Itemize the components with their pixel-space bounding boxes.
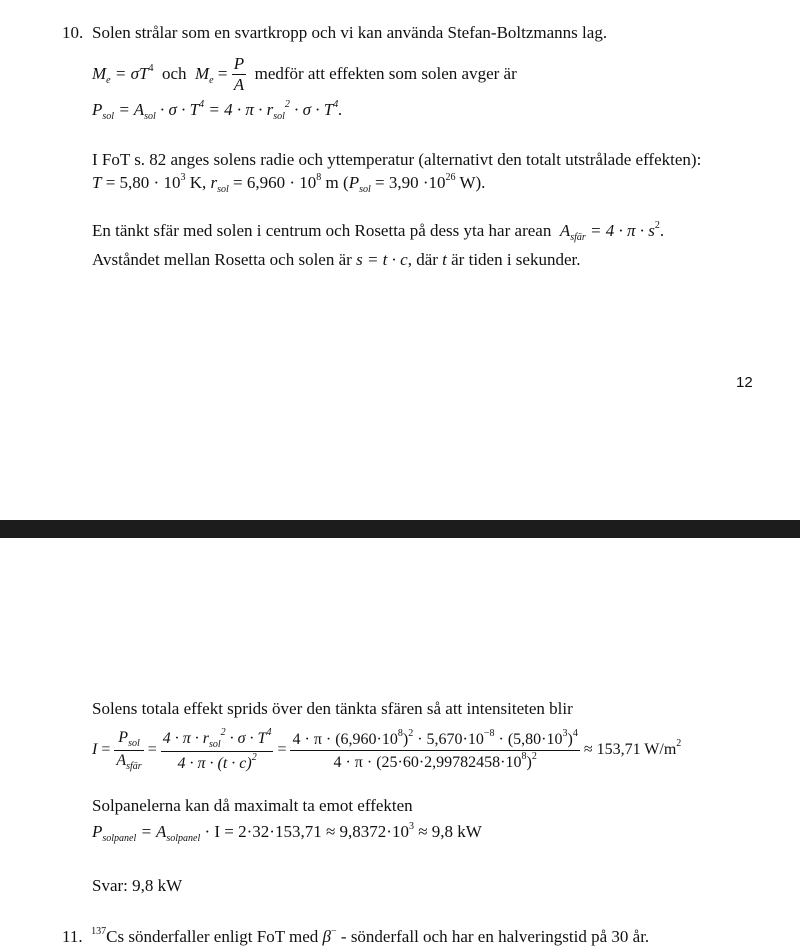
problem-intro: Solen strålar som en svartkropp och vi kan använda Stefan-Boltzmanns lag. (92, 23, 608, 42)
solar-panel-intro: Solpanelerna kan då maximalt ta emot effekten (92, 796, 413, 815)
next-problem-cutoff: 11. $^{137}$Cs sönderfaller enligt FoT med β− - sönderfall och har en halveringstid på 30 år. (62, 926, 650, 946)
psol-over-asfar: $\frac{P_{sol}}{A_{sfär}}$ (116, 728, 142, 772)
power-equation: $P_{sol} = A_{sol} \cdot \sigma \cdot T^4 = 4 \cdot \pi \cdot r_{sol}^2 \cdot \sigma \cdot T^4$. (92, 99, 343, 122)
page-separator-bar (0, 520, 800, 538)
intensity-intro: Solens totala effekt sprids över den tänkta sfären så att intensiteten blir (92, 699, 573, 718)
fot-reference-line: I FoT s. 82 anges solens radie och yttemperatur (alternativt den totalt utstrålade effekten): (92, 150, 702, 169)
solar-panel-equation: $P_{solpanel} = A_{solpanel} \cdot I = 2\cdot 32\cdot 153,71 \approx 9,8372\cdot 10^3 \approx 9,8$ kW (92, 821, 482, 844)
sun-values-line: $T = 5,80 \cdot 10^3$ K, $r_{sol} = 6,960 \cdot 10^8$ m ($P_{sol} = 3,90 \cdot 10^{26}$ W). (92, 172, 486, 195)
intensity-equation: I = $\frac{P_{sol}}{A_{sfär}}$ = $\frac{4 \cdot \pi \cdot r_{sol}^2 \cdot \sigma \cdot T^4}{4 \cdot \pi \cdot (t \cdot c)^2}$ = $\frac{4 \cdot \pi \cdot (6,960\cdot 10^8)^2 \cdot 5,670\cdot 10^{-8} \cdot (5,80\cdot 10^3)^4}{4 \cdot \pi \cdot (25\cdot 60\cdot 2,99782458\cdot 10^8)^2}$ ≈ 153,71 $W/m^2$ (92, 727, 682, 772)
answer: Svar: 9,8 kW (92, 876, 183, 895)
p-over-a-fraction: $\frac{P}{A}$ (233, 54, 245, 95)
distance-line: Avståndet mellan Rosetta och solen är s = t · c, där t är tiden i sekunder. (92, 250, 581, 269)
sphere-area-line: En tänkt sfär med solen i centrum och Rosetta på dess yta har arean $A_{sfär} = 4 \cdot \pi \cdot s^2$. (92, 220, 665, 243)
stefan-boltzmann-equation: $M_e = \sigma T^4$ och $M_e$ = $\frac{P}{A}$ medför att effekten som solen avger är (92, 54, 517, 95)
problem-number: 10. (62, 23, 84, 42)
numeric-fraction: $\frac{4 \cdot \pi \cdot (6,960\cdot 10^8)^2 \cdot 5,670\cdot 10^{-8} \cdot (5,80\cdot 10^3)^4}{4 \cdot \pi \cdot (25\cdot 60\cdot 2,99782458\cdot 10^8)^2}$ (292, 728, 578, 771)
page-number: 12 (736, 374, 753, 391)
symbolic-fraction: $\frac{4 \cdot \pi \cdot r_{sol}^2 \cdot \sigma \cdot T^4}{4 \cdot \pi \cdot (t \cdot c)^2}$ (162, 727, 272, 772)
document-page-lower (0, 538, 800, 946)
